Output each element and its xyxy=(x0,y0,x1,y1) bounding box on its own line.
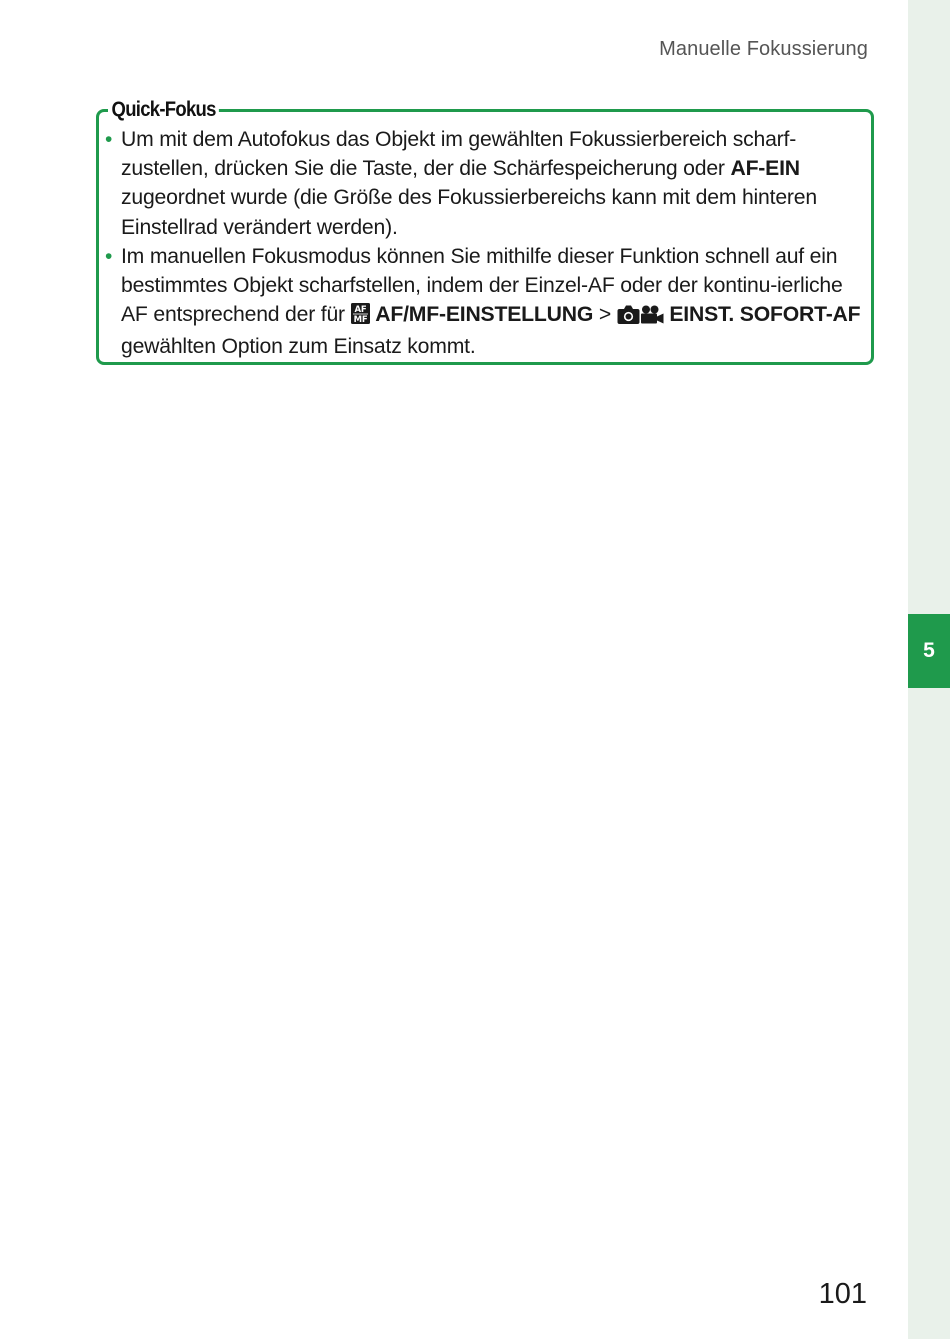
af-mf-setting-term: AF/MF-EINSTELLUNG xyxy=(375,303,594,327)
movie-camera-icon xyxy=(640,303,664,332)
item-text: Um mit dem Autofokus das Objekt im gewählten Fokussierbereich scharf-zustellen, drücken Sie die Taste, der die Schärfespeicherung oder xyxy=(121,128,797,181)
list-item xyxy=(104,242,864,362)
item-text: gewählten Option zum Einsatz kommt. xyxy=(121,335,476,359)
running-header: Manuelle Fokussierung xyxy=(659,38,868,60)
chapter-number: 5 xyxy=(923,639,935,662)
svg-text:MF: MF xyxy=(353,315,368,325)
af-mf-menu-icon xyxy=(351,303,370,332)
svg-text:AF: AF xyxy=(354,305,367,316)
note-title: Quick-Fokus xyxy=(108,97,219,123)
bullet-icon: • xyxy=(105,128,113,151)
page-number: 101 xyxy=(818,1278,867,1310)
instant-af-term: EINST. SOFORT-AF xyxy=(669,303,861,327)
af-on-term: AF-EIN xyxy=(730,157,800,181)
item-text: > xyxy=(593,303,617,327)
list-item xyxy=(104,125,864,242)
bullet-icon: • xyxy=(105,244,113,268)
still-camera-icon xyxy=(617,303,640,332)
item-text: Im manuellen Fokusmodus können Sie mithilfe dieser Funktion schnell auf ein bestimmtes Objekt scharfstellen, indem der Einzel-AF oder der kontinu-ierliche AF entsprechend der für xyxy=(121,244,843,327)
chapter-tab xyxy=(908,614,950,688)
item-text: zugeordnet wurde (die Größe des Fokussierbereichs kann mit dem hinteren Einstellrad verändert werden). xyxy=(121,186,817,239)
note-list xyxy=(104,125,864,362)
